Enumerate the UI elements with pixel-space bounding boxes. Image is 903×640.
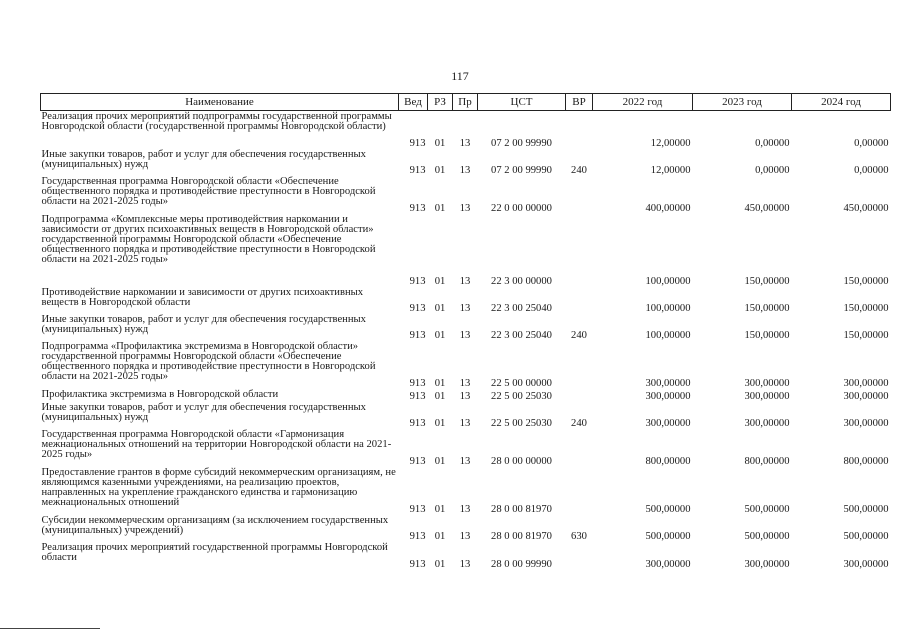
table-row [41, 542, 891, 570]
row-ved-cell: 913 [409, 558, 426, 570]
row-ved-cell: 913 [409, 455, 426, 467]
row-name-cell: Подпрограмма «Профилактика экстремизма в Новгородской области» государственной программы Новгородской области «Обеспечение общественного порядка и противодействие преступности в Новгородской области на 2021-2025 годы» [41, 340, 376, 382]
row-ved-cell: 913 [409, 329, 426, 341]
row-2024-cell: 450,00000 [843, 202, 889, 214]
row-rz-cell: 01 [434, 558, 446, 570]
row-vr-cell [566, 341, 593, 389]
row-ved-cell: 913 [409, 164, 426, 176]
row-2022-cell: 100,00000 [645, 329, 691, 341]
header-2024: 2024 год [792, 94, 891, 111]
row-name-cell: Иные закупки товаров, работ и услуг для обеспечения государственных (муниципальных) нужд [41, 401, 366, 423]
table-row [41, 214, 891, 287]
row-name-cell: Предоставление грантов в форме субсидий некоммерческим организациям, не являющимся казенными учреждениями, на реализацию проектов, направленных на укрепление гражданского единства и гармонизацию межнациональных отношений [41, 466, 396, 508]
header-rz: РЗ [428, 94, 453, 111]
row-cst-cell: 22 5 00 25030 [491, 390, 552, 402]
row-2024-cell: 150,00000 [843, 302, 889, 314]
row-2024-cell: 500,00000 [843, 530, 889, 542]
row-pr-cell: 13 [459, 275, 471, 287]
row-vr-cell [566, 429, 593, 467]
row-2023-cell: 450,00000 [744, 202, 790, 214]
row-ved-cell: 913 [409, 390, 426, 402]
row-2022-cell: 500,00000 [645, 530, 691, 542]
table-row [41, 515, 891, 542]
header-pr: Пр [453, 94, 478, 111]
row-vr-cell [566, 214, 593, 287]
row-ved-cell: 913 [409, 417, 426, 429]
row-rz-cell: 01 [434, 390, 446, 402]
row-cst-cell: 22 5 00 00000 [491, 377, 552, 389]
row-2024-cell: 300,00000 [843, 377, 889, 389]
row-2023-cell: 300,00000 [744, 377, 790, 389]
row-pr-cell: 13 [459, 558, 471, 570]
row-vr-cell [566, 287, 593, 314]
row-vr-cell: 240 [571, 164, 587, 176]
row-pr-cell: 13 [459, 455, 471, 467]
row-rz-cell: 01 [434, 164, 446, 176]
row-pr-cell: 13 [459, 503, 471, 515]
row-vr-cell [566, 176, 593, 214]
row-2022-cell: 100,00000 [645, 302, 691, 314]
table-row [41, 402, 891, 429]
row-2024-cell: 300,00000 [843, 558, 889, 570]
row-2023-cell: 0,00000 [755, 137, 790, 149]
row-2022-cell: 300,00000 [645, 390, 691, 402]
row-cst-cell: 07 2 00 99990 [491, 164, 552, 176]
row-pr-cell: 13 [459, 329, 471, 341]
row-ved-cell: 913 [409, 530, 426, 542]
table-row [41, 467, 891, 515]
row-2023-cell: 150,00000 [744, 329, 790, 341]
row-cst-cell: 07 2 00 99990 [491, 137, 552, 149]
row-2024-cell: 150,00000 [843, 329, 889, 341]
row-2024-cell: 150,00000 [843, 275, 889, 287]
row-name-cell: Иные закупки товаров, работ и услуг для обеспечения государственных (муниципальных) нужд [41, 148, 366, 170]
row-2023-cell: 150,00000 [744, 302, 790, 314]
row-rz-cell: 01 [434, 329, 446, 341]
table-row [41, 111, 891, 149]
row-vr-cell [566, 542, 593, 570]
table-row [41, 314, 891, 341]
row-2022-cell: 300,00000 [645, 558, 691, 570]
row-name-cell: Иные закупки товаров, работ и услуг для обеспечения государственных (муниципальных) нужд [41, 313, 366, 335]
row-rz-cell: 01 [434, 530, 446, 542]
row-2023-cell: 800,00000 [744, 455, 790, 467]
row-rz-cell: 01 [434, 275, 446, 287]
header-2022: 2022 год [593, 94, 693, 111]
row-pr-cell: 13 [459, 377, 471, 389]
row-pr-cell: 13 [459, 302, 471, 314]
row-vr-cell [566, 467, 593, 515]
row-vr-cell: 240 [571, 329, 587, 341]
row-vr-cell: 240 [571, 417, 587, 429]
row-ved-cell: 913 [409, 275, 426, 287]
row-2022-cell: 300,00000 [645, 377, 691, 389]
row-2022-cell: 12,00000 [650, 164, 691, 176]
table-row [41, 149, 891, 176]
table-row [41, 429, 891, 467]
row-pr-cell: 13 [459, 202, 471, 214]
row-name-cell: Реализация прочих мероприятий подпрограммы государственной программы Новгородской области (государственной программы Новгородской области) [41, 111, 392, 132]
row-rz-cell: 01 [434, 202, 446, 214]
row-pr-cell: 13 [459, 530, 471, 542]
row-2024-cell: 300,00000 [843, 390, 889, 402]
row-2023-cell: 500,00000 [744, 503, 790, 515]
row-ved-cell: 913 [409, 503, 426, 515]
budget-table [40, 93, 891, 570]
row-name-cell: Противодействие наркомании и зависимости от других психоактивных веществ в Новгородской области [41, 286, 364, 308]
table-header-row [41, 94, 891, 111]
row-ved-cell: 913 [409, 202, 426, 214]
footer-divider [0, 628, 100, 629]
row-cst-cell: 22 0 00 00000 [491, 202, 552, 214]
row-cst-cell: 22 5 00 25030 [491, 417, 552, 429]
row-2024-cell: 0,00000 [854, 137, 889, 149]
table-row [41, 176, 891, 214]
row-rz-cell: 01 [434, 417, 446, 429]
page-number: 117 [451, 69, 469, 83]
row-rz-cell: 01 [434, 455, 446, 467]
row-rz-cell: 01 [434, 377, 446, 389]
row-2022-cell: 400,00000 [645, 202, 691, 214]
row-vr-cell: 630 [571, 530, 587, 542]
row-2022-cell: 800,00000 [645, 455, 691, 467]
row-pr-cell: 13 [459, 137, 471, 149]
row-name-cell: Государственная программа Новгородской области «Гармонизация межнациональных отношений на территории Новгородской области на 2021-2025 годы» [41, 428, 392, 460]
row-pr-cell: 13 [459, 164, 471, 176]
row-pr-cell: 13 [459, 417, 471, 429]
row-cst-cell: 22 3 00 25040 [491, 302, 552, 314]
row-2024-cell: 300,00000 [843, 417, 889, 429]
table-row [41, 287, 891, 314]
row-2023-cell: 300,00000 [744, 558, 790, 570]
row-vr-cell [566, 111, 593, 149]
row-ved-cell: 913 [409, 137, 426, 149]
row-cst-cell: 28 0 00 99990 [491, 558, 552, 570]
table-row [41, 341, 891, 389]
row-cst-cell: 22 3 00 25040 [491, 329, 552, 341]
row-ved-cell: 913 [409, 377, 426, 389]
header-ved: Вед [399, 94, 428, 111]
table-row [41, 389, 891, 402]
row-2024-cell: 0,00000 [854, 164, 889, 176]
row-2023-cell: 300,00000 [744, 390, 790, 402]
row-2023-cell: 150,00000 [744, 275, 790, 287]
row-2023-cell: 0,00000 [755, 164, 790, 176]
row-2024-cell: 500,00000 [843, 503, 889, 515]
header-cst: ЦСТ [478, 94, 566, 111]
row-vr-cell [566, 389, 593, 402]
row-2022-cell: 300,00000 [645, 417, 691, 429]
header-name: Наименование [41, 94, 399, 111]
row-rz-cell: 01 [434, 503, 446, 515]
row-name-cell: Профилактика экстремизма в Новгородской области [41, 388, 279, 400]
row-name-cell: Подпрограмма «Комплексные меры противодействия наркомании и зависимости от других психоактивных веществ в Новгородской области» государственной программы Новгородской области «Обеспечение общественного порядка и противодействие преступности в Новгородской области на 2021-2025 годы» [41, 213, 376, 265]
row-name-cell: Государственная программа Новгородской области «Обеспечение общественного порядка и противодействие преступности в Новгородской области на 2021-2025 годы» [41, 175, 376, 207]
header-2023: 2023 год [693, 94, 792, 111]
row-2023-cell: 300,00000 [744, 417, 790, 429]
row-name-cell: Субсидии некоммерческим организациям (за исключением государственных (муниципальных) учреждений) [41, 514, 389, 536]
row-ved-cell: 913 [409, 302, 426, 314]
row-rz-cell: 01 [434, 302, 446, 314]
header-vr: ВР [566, 94, 593, 111]
row-2022-cell: 100,00000 [645, 275, 691, 287]
row-2023-cell: 500,00000 [744, 530, 790, 542]
row-2022-cell: 500,00000 [645, 503, 691, 515]
row-cst-cell: 28 0 00 81970 [491, 503, 552, 515]
table-body [41, 111, 891, 570]
row-cst-cell: 22 3 00 00000 [491, 275, 552, 287]
row-2024-cell: 800,00000 [843, 455, 889, 467]
row-cst-cell: 28 0 00 81970 [491, 530, 552, 542]
row-2022-cell: 12,00000 [650, 137, 691, 149]
row-pr-cell: 13 [459, 390, 471, 402]
row-rz-cell: 01 [434, 137, 446, 149]
row-cst-cell: 28 0 00 00000 [491, 455, 552, 467]
row-name-cell: Реализация прочих мероприятий государственной программы Новгородской области [41, 541, 388, 563]
